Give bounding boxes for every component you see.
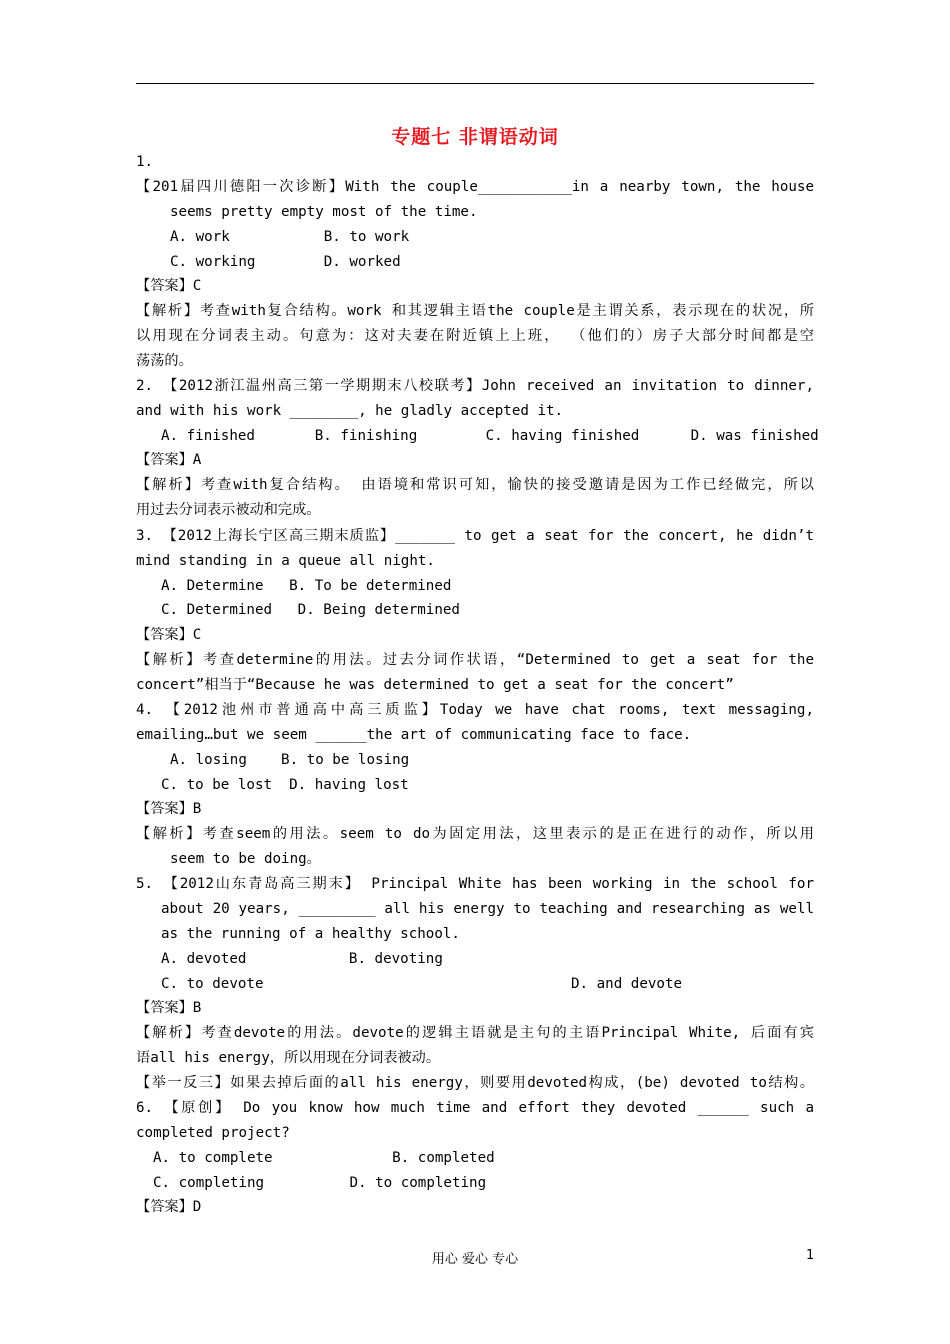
question-1-analysis-end: 荡荡的。 [136,353,193,369]
question-4-options-cd: C. to be lost D. having lost [161,777,409,793]
question-5-extension: 【举一反三】如果去掉后面的all his energy，则要用devoted构成，(be) devoted to结构。 [136,1075,814,1091]
question-3-stem: 3. 【2012上海长宁区高三期末质监】_______ to get a seat for the concert, he didn’t [136,528,814,544]
question-4-options-ab: A. losing B. to be losing [170,752,410,768]
question-6-options-cd: C. completing D. to completing [153,1175,487,1191]
header-rule [136,83,814,84]
question-1-analysis-cont: 以用现在分词表主动。句意为：这对夫妻在附近镇上上班， （他们的）房子大部分时间都是空 [136,328,814,344]
question-6-answer: 【答案】D [136,1199,202,1215]
question-5-stem-cont: about 20 years, _________ all his energy to teaching and researching as well [161,901,814,917]
question-2-stem: 2. 【2012浙江温州高三第一学期期末八校联考】John received an invitation to dinner, [136,378,814,394]
question-4-analysis: 【解析】考查seem的用法。seem to do为固定用法，这里表示的是正在进行的动作，所以用 [136,826,814,842]
question-1-number: 1. [136,154,154,170]
question-3-answer: 【答案】C [136,627,202,643]
question-6-options-ab: A. to complete B. completed [153,1150,495,1166]
question-5-analysis-cont: 语all his energy，所以用现在分词表被动。 [136,1050,441,1066]
page-number: 1 [806,1248,815,1263]
question-5-stem: 5. 【2012山东青岛高三期末】 Principal White has been working in the school for [136,876,814,892]
question-1-stem-cont: seems pretty empty most of the time. [170,204,478,220]
question-3-options-cd: C. Determined D. Being determined [161,602,460,618]
question-6-stem: 6. 【原创】 Do you know how much time and effort they devoted ______ such a [136,1100,814,1116]
question-1-stem: 【201届四川德阳一次诊断】With the couple___________in a nearby town, the house [136,179,814,195]
question-2-answer: 【答案】A [136,452,202,468]
question-3-options-ab: A. Determine B. To be determined [161,578,452,594]
question-5-answer: 【答案】B [136,1000,202,1016]
question-6-stem-cont: completed project? [136,1125,290,1141]
page-footer: 用心 爱心 专心 [431,1252,519,1267]
question-2-options: A. finished B. finishing C. having finished D. was finished [161,428,819,444]
question-1-analysis: 【解析】考查with复合结构。work 和其逻辑主语the couple是主谓关系，表示现在的状况，所 [136,303,814,319]
question-5-options-cd: C. to devote D. and devote [161,976,683,992]
question-5-options-ab: A. devoted B. devoting [161,951,443,967]
question-1-options-ab: A. work B. to work [170,229,410,245]
question-4-stem: 4. 【2012池州市普通高中高三质监】Today we have chat rooms, text messaging, [136,702,814,718]
question-4-stem-cont: emailing…but we seem ______the art of communicating face to face. [136,727,692,743]
question-2-analysis-cont: 用过去分词表示被动和完成。 [136,502,321,518]
question-5-stem-end: as the running of a healthy school. [161,926,460,942]
question-3-analysis: 【解析】考查determine的用法。过去分词作状语，“Determined to get a seat for the [136,652,814,668]
question-1-options-cd: C. working D. worked [170,254,401,270]
question-4-analysis-cont: seem to be doing。 [170,851,321,867]
question-2-analysis: 【解析】考查with复合结构。 由语境和常识可知，愉快的接受邀请是因为工作已经做完，所以 [136,477,814,493]
question-2-stem-cont: and with his work ________, he gladly accepted it. [136,403,564,419]
question-1-answer: 【答案】C [136,278,202,294]
question-3-analysis-cont: concert”相当于“Because he was determined to get a seat for the concert” [136,677,734,693]
question-4-answer: 【答案】B [136,801,202,817]
page-title: 专题七 非谓语动词 [391,126,559,148]
question-5-analysis: 【解析】考查devote的用法。devote的逻辑主语就是主句的主语Principal White, 后面有宾 [136,1025,814,1041]
question-3-stem-cont: mind standing in a queue all night. [136,553,435,569]
